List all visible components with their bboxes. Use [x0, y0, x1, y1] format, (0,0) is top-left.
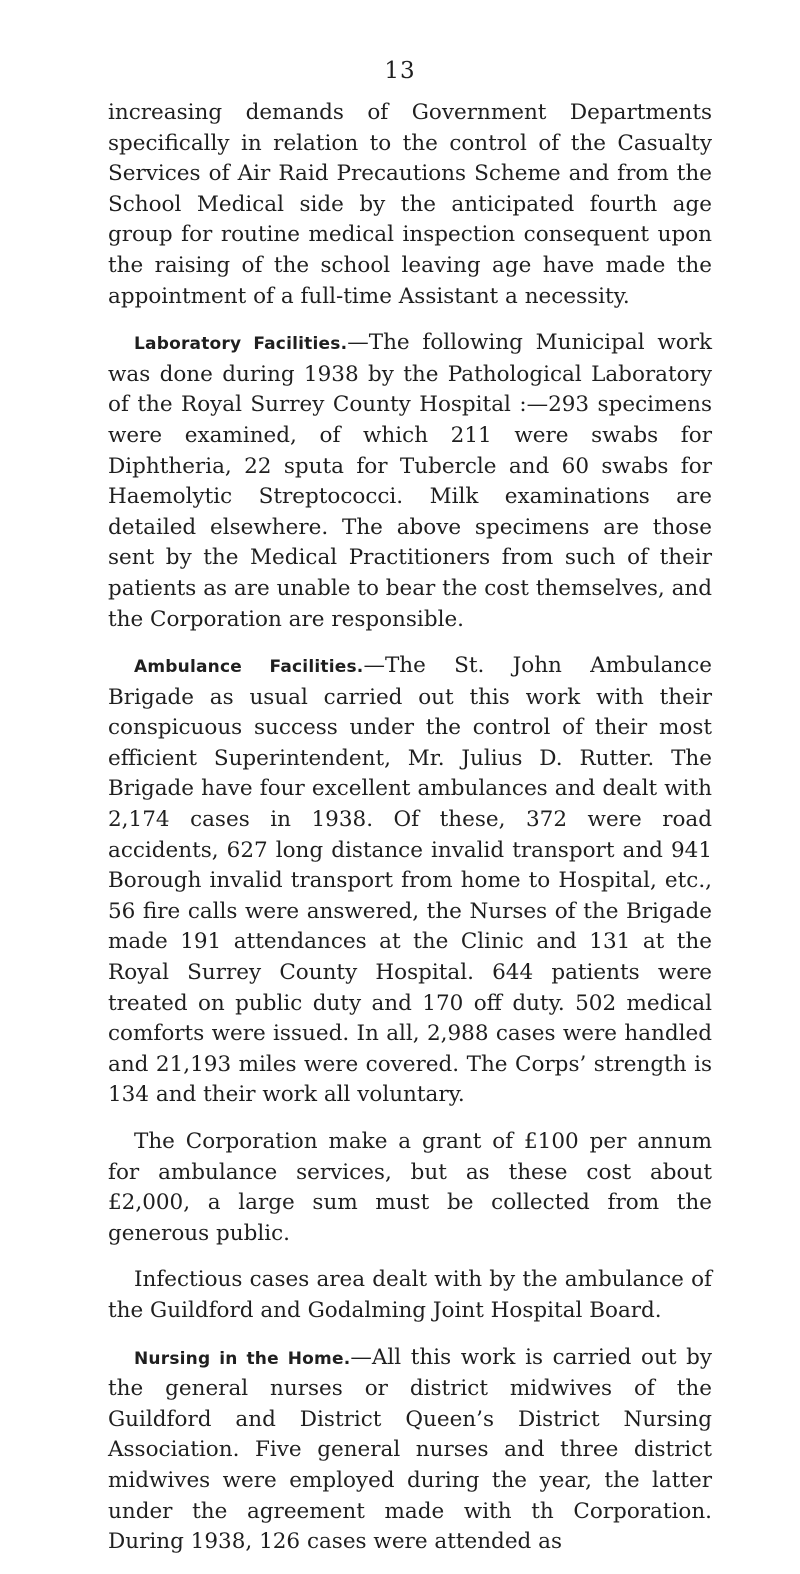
paragraph-text: —The following Municipal work was done during 1938 by the Pathological Laboratory of the Royal Surrey County Hospital :—293 specimens were examined, of which 211 were swabs for Diphtheria, 22 sputa for Tubercle and 60 swabs for Haemolytic Streptococci. Milk examinations are detailed elsewhere. The above specimens are those sent by the Medical Practitioners from such of their patients as are unable to bear the cost themselves, and the Corporation are responsible. [108, 330, 713, 632]
paragraph-continuation [108, 98, 712, 312]
paragraph-text: Infectious cases area dealt with by the ambulance of the Guildford and Godalming Joint Hospital Board. [108, 1267, 712, 1323]
page-number: 13 [384, 58, 416, 84]
section-heading-nursing: Nursing in the Home. [134, 1348, 351, 1369]
paragraph-text: —All this work is carried out by the general nurses or district midwives of the Guildford and District Queen’s District Nursing Association. Five general nurses and three district midwives were employed during the year, the latter under the agreement made with th Corporation. During 1938, 126 cases were attended as [108, 1344, 712, 1555]
paragraph-text: increasing demands of Government Departments specifically in relation to the control of the Casualty Services of Air Raid Precautions Scheme and from the School Medical side by the anticipated fourth age group for routine medical inspection consequent upon the raising of the school leaving age have made the appointment of a full-time Assistant a necessity. [108, 100, 712, 309]
paragraph-laboratory-facilities [108, 328, 712, 635]
paragraph-ambulance-facilities [108, 651, 712, 1111]
paragraph-nursing-in-home [108, 1343, 712, 1558]
paragraph-infectious-cases [108, 1265, 712, 1326]
section-heading-laboratory: Laboratory Facilities. [134, 334, 348, 355]
document-body [108, 98, 712, 1574]
paragraph-text: The Corporation make a grant of £100 per annum for ambulance services, but as these cost about £2,000, a large sum must be collected from the generous public. [108, 1129, 712, 1246]
section-heading-ambulance: Ambulance Facilities. [134, 657, 364, 678]
paragraph-text: —The St. John Ambulance Brigade as usual carried out this work with their conspicuous success under the control of their most efficient Superintendent, Mr. Julius D. Rutter. The Brigade have four excellent ambulances and dealt with 2,174 cases in 1938. Of these, 372 were road accidents, 627 long distance invalid transport and 941 Borough invalid transport from home to Hospital, etc., 56 fire calls were answered, the Nurses of the Brigade made 191 attendances at the Clinic and 131 at the Royal Surrey County Hospital. 644 patients were treated on public duty and 170 off duty. 502 medical comforts were issued. In all, 2,988 cases were handled and 21,193 miles were covered. The Corps’ strength is 134 and their work all voluntary. [108, 653, 712, 1108]
paragraph-corporation-grant [108, 1127, 712, 1249]
